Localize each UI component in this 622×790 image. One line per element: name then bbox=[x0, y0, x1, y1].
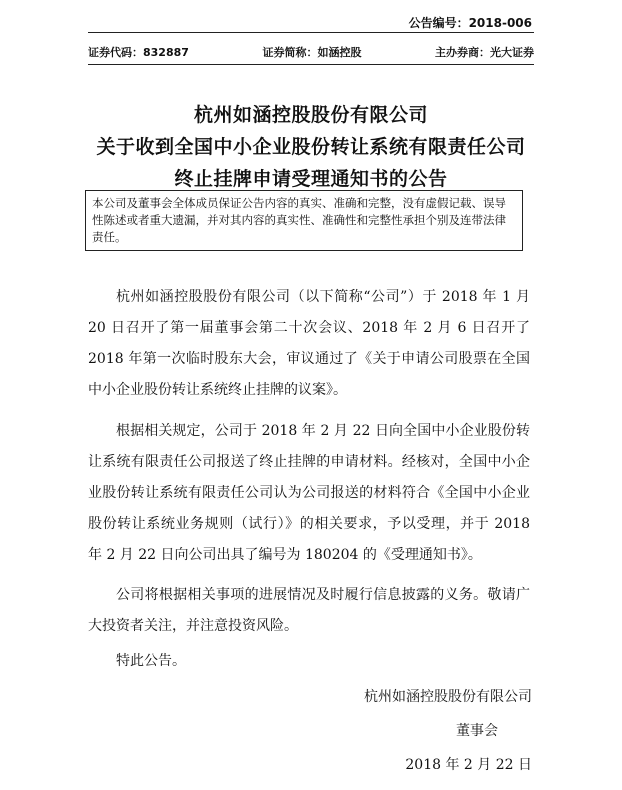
body-paragraph-closing: 特此公告。 bbox=[116, 653, 186, 669]
header-divider-top bbox=[88, 32, 534, 33]
signature-company: 杭州如涵控股股份有限公司 bbox=[364, 689, 532, 705]
body-paragraph-2: 根据相关规定，公司于 2018 年 2 月 22 日向全国中小企业股份转让系统有限责任公司报送了终止挂牌的申请材料。经核对，全国中小企业股份转让系统有限责任公司认为公司报送的材料符合《全国中小企业股份转让系统业务规则（试行）》的相关要求，予以受理，并于 2018 年 2 月 22 日向公司出具了编号为 180204 的《受理通知书》。 bbox=[88, 423, 530, 563]
stock-name: 证券简称：如涵控股 bbox=[262, 46, 362, 59]
stock-code: 证券代码：832887 bbox=[88, 46, 189, 59]
signature-date: 2018 年 2 月 22 日 bbox=[405, 757, 532, 773]
body-paragraph-3: 公司将根据相关事项的进展情况及时履行信息披露的义务。敬请广大投资者关注，并注意投资风险。 bbox=[88, 587, 530, 634]
disclaimer-box: 本公司及董事会全体成员保证公告内容的真实、准确和完整，没有虚假记载、误导性陈述或者重大遗漏，并对其内容的真实性、准确性和完整性承担个别及连带法律责任。 bbox=[85, 190, 523, 251]
signature-board: 董事会 bbox=[456, 723, 498, 739]
announcement-number: 公告编号：2018-006 bbox=[408, 16, 532, 30]
body-paragraph-1: 杭州如涵控股股份有限公司（以下简称“公司”）于 2018 年 1 月 20 日召开了第一届董事会第二十次会议、2018 年 2 月 6 日召开了 2018 年第一次临时股东大会，审议通过了《关于申请公司股票在全国中小企业股份转让系统终止挂牌的议案》。 bbox=[88, 289, 530, 398]
title-company: 杭州如涵控股股份有限公司 bbox=[193, 104, 428, 126]
title-subject-cont: 终止挂牌申请受理通知书的公告 bbox=[174, 168, 448, 190]
header-divider-bottom bbox=[88, 64, 534, 65]
broker: 主办券商：光大证券 bbox=[435, 46, 534, 59]
title-subject: 关于收到全国中小企业股份转让系统有限责任公司 bbox=[96, 136, 526, 158]
header-meta bbox=[88, 44, 534, 60]
